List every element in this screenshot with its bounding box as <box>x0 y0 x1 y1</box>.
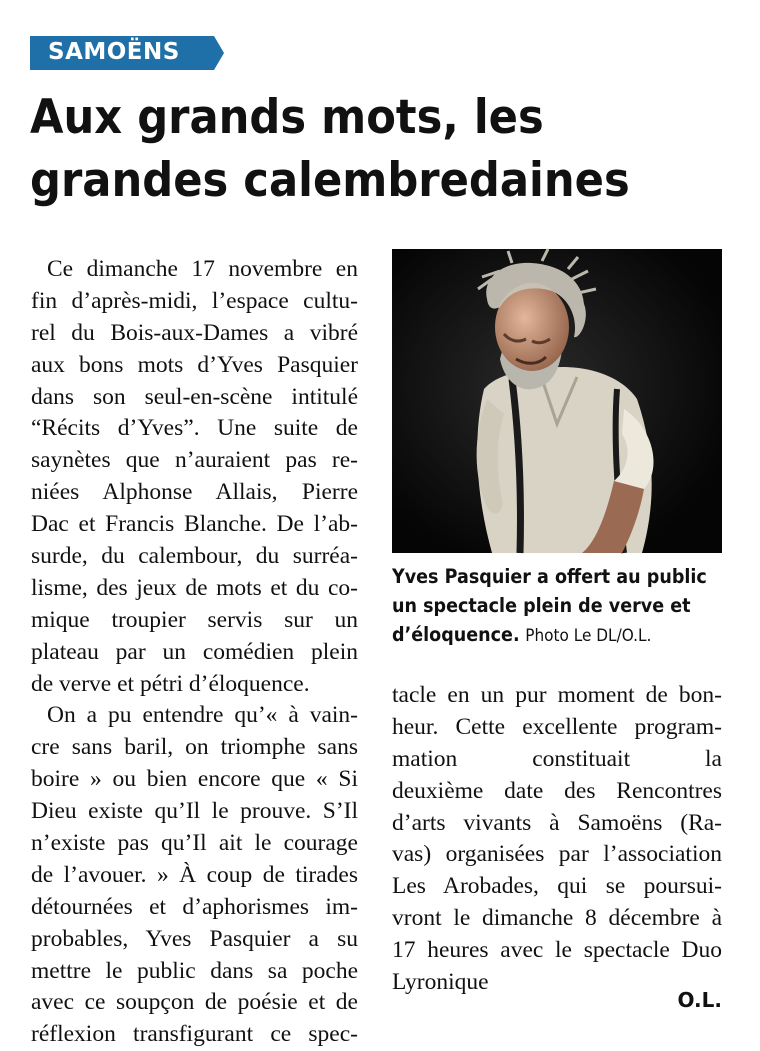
article-column-right <box>392 680 722 999</box>
article-line: Dieu existe qu’Il le prouve. S’Il <box>31 798 358 825</box>
article-line: mation constituait la <box>392 745 722 772</box>
article-line: mique troupier servis sur un <box>31 606 358 633</box>
article-photo <box>392 249 722 553</box>
article-line: vront le dimanche 8 décembre à <box>392 905 722 932</box>
kicker-label: SAMOËNS <box>48 39 180 65</box>
article-line: Ce dimanche 17 novembre en <box>47 256 358 282</box>
article-line: “Récits d’Yves”. Une suite de <box>31 415 358 442</box>
article-line: boire » ou bien encore que « Si <box>31 766 358 793</box>
article-line: de verve et pétri d’éloquence. <box>31 670 310 697</box>
caption-line-3: d’éloquence. <box>392 623 520 646</box>
caption-line-2: un spectacle plein de verve et <box>392 594 691 617</box>
article-line: d’arts vivants à Samoëns (Ra- <box>392 809 722 836</box>
article-line: surde, du calembour, du surréa- <box>31 543 358 570</box>
article-line: n’existe pas qu’Il ait le courage <box>31 830 358 857</box>
article-line: Lyronique <box>392 969 489 996</box>
article-line: niées Alphonse Allais, Pierre <box>31 479 358 506</box>
article-line: Les Arobades, qui se poursui- <box>392 873 722 900</box>
article-line: lisme, des jeux de mots et du co- <box>31 574 358 601</box>
article-line: tacle en un pur moment de bon- <box>392 682 722 708</box>
headline <box>30 86 692 212</box>
article-line: Dac et Francis Blanche. De l’ab- <box>31 511 358 538</box>
article-line: cre sans baril, on triomphe sans <box>31 734 358 761</box>
article-line: avec ce soupçon de poésie et de <box>31 989 358 1016</box>
headline-line-1: Aux grands mots, les <box>30 90 544 145</box>
article-line: vas) organisées par l’association <box>392 841 722 868</box>
photo-credit: Photo Le DL/O.L. <box>525 626 652 646</box>
author-signature: O.L. <box>677 988 722 1012</box>
article-line: deuxième date des Rencontres <box>392 777 722 804</box>
performer-photo-illustration <box>392 249 722 553</box>
caption-line-1: Yves Pasquier a offert au public <box>392 565 707 588</box>
article-column-left <box>31 254 358 1051</box>
section-kicker <box>30 36 224 70</box>
article-line: fin d’après-midi, l’espace cultu- <box>31 287 358 314</box>
article-line: dans son seul-en-scène intitulé <box>31 383 358 410</box>
article-line: heur. Cette excellente program- <box>392 713 722 740</box>
article-line: mettre le public dans sa poche <box>31 957 358 984</box>
article-line: aux bons mots d’Yves Pasquier <box>31 351 358 378</box>
article-line: rel du Bois-aux-Dames a vibré <box>31 319 358 346</box>
photo-caption <box>392 562 732 651</box>
article-line: de l’avouer. » À coup de tirades <box>31 861 358 888</box>
article-line: plateau par un comédien plein <box>31 638 358 665</box>
article-line: saynètes que n’auraient pas re- <box>31 447 358 474</box>
article-line: réflexion transfigurant ce spec- <box>31 1021 358 1048</box>
headline-line-2: grandes calembredaines <box>30 153 630 208</box>
article-line: probables, Yves Pasquier a su <box>31 925 358 952</box>
article-line: On a pu entendre qu’« à vain- <box>47 702 358 729</box>
article-line: 17 heures avec le spectacle Duo <box>392 937 722 964</box>
article-line: détournées et d’aphorismes im- <box>31 893 358 920</box>
